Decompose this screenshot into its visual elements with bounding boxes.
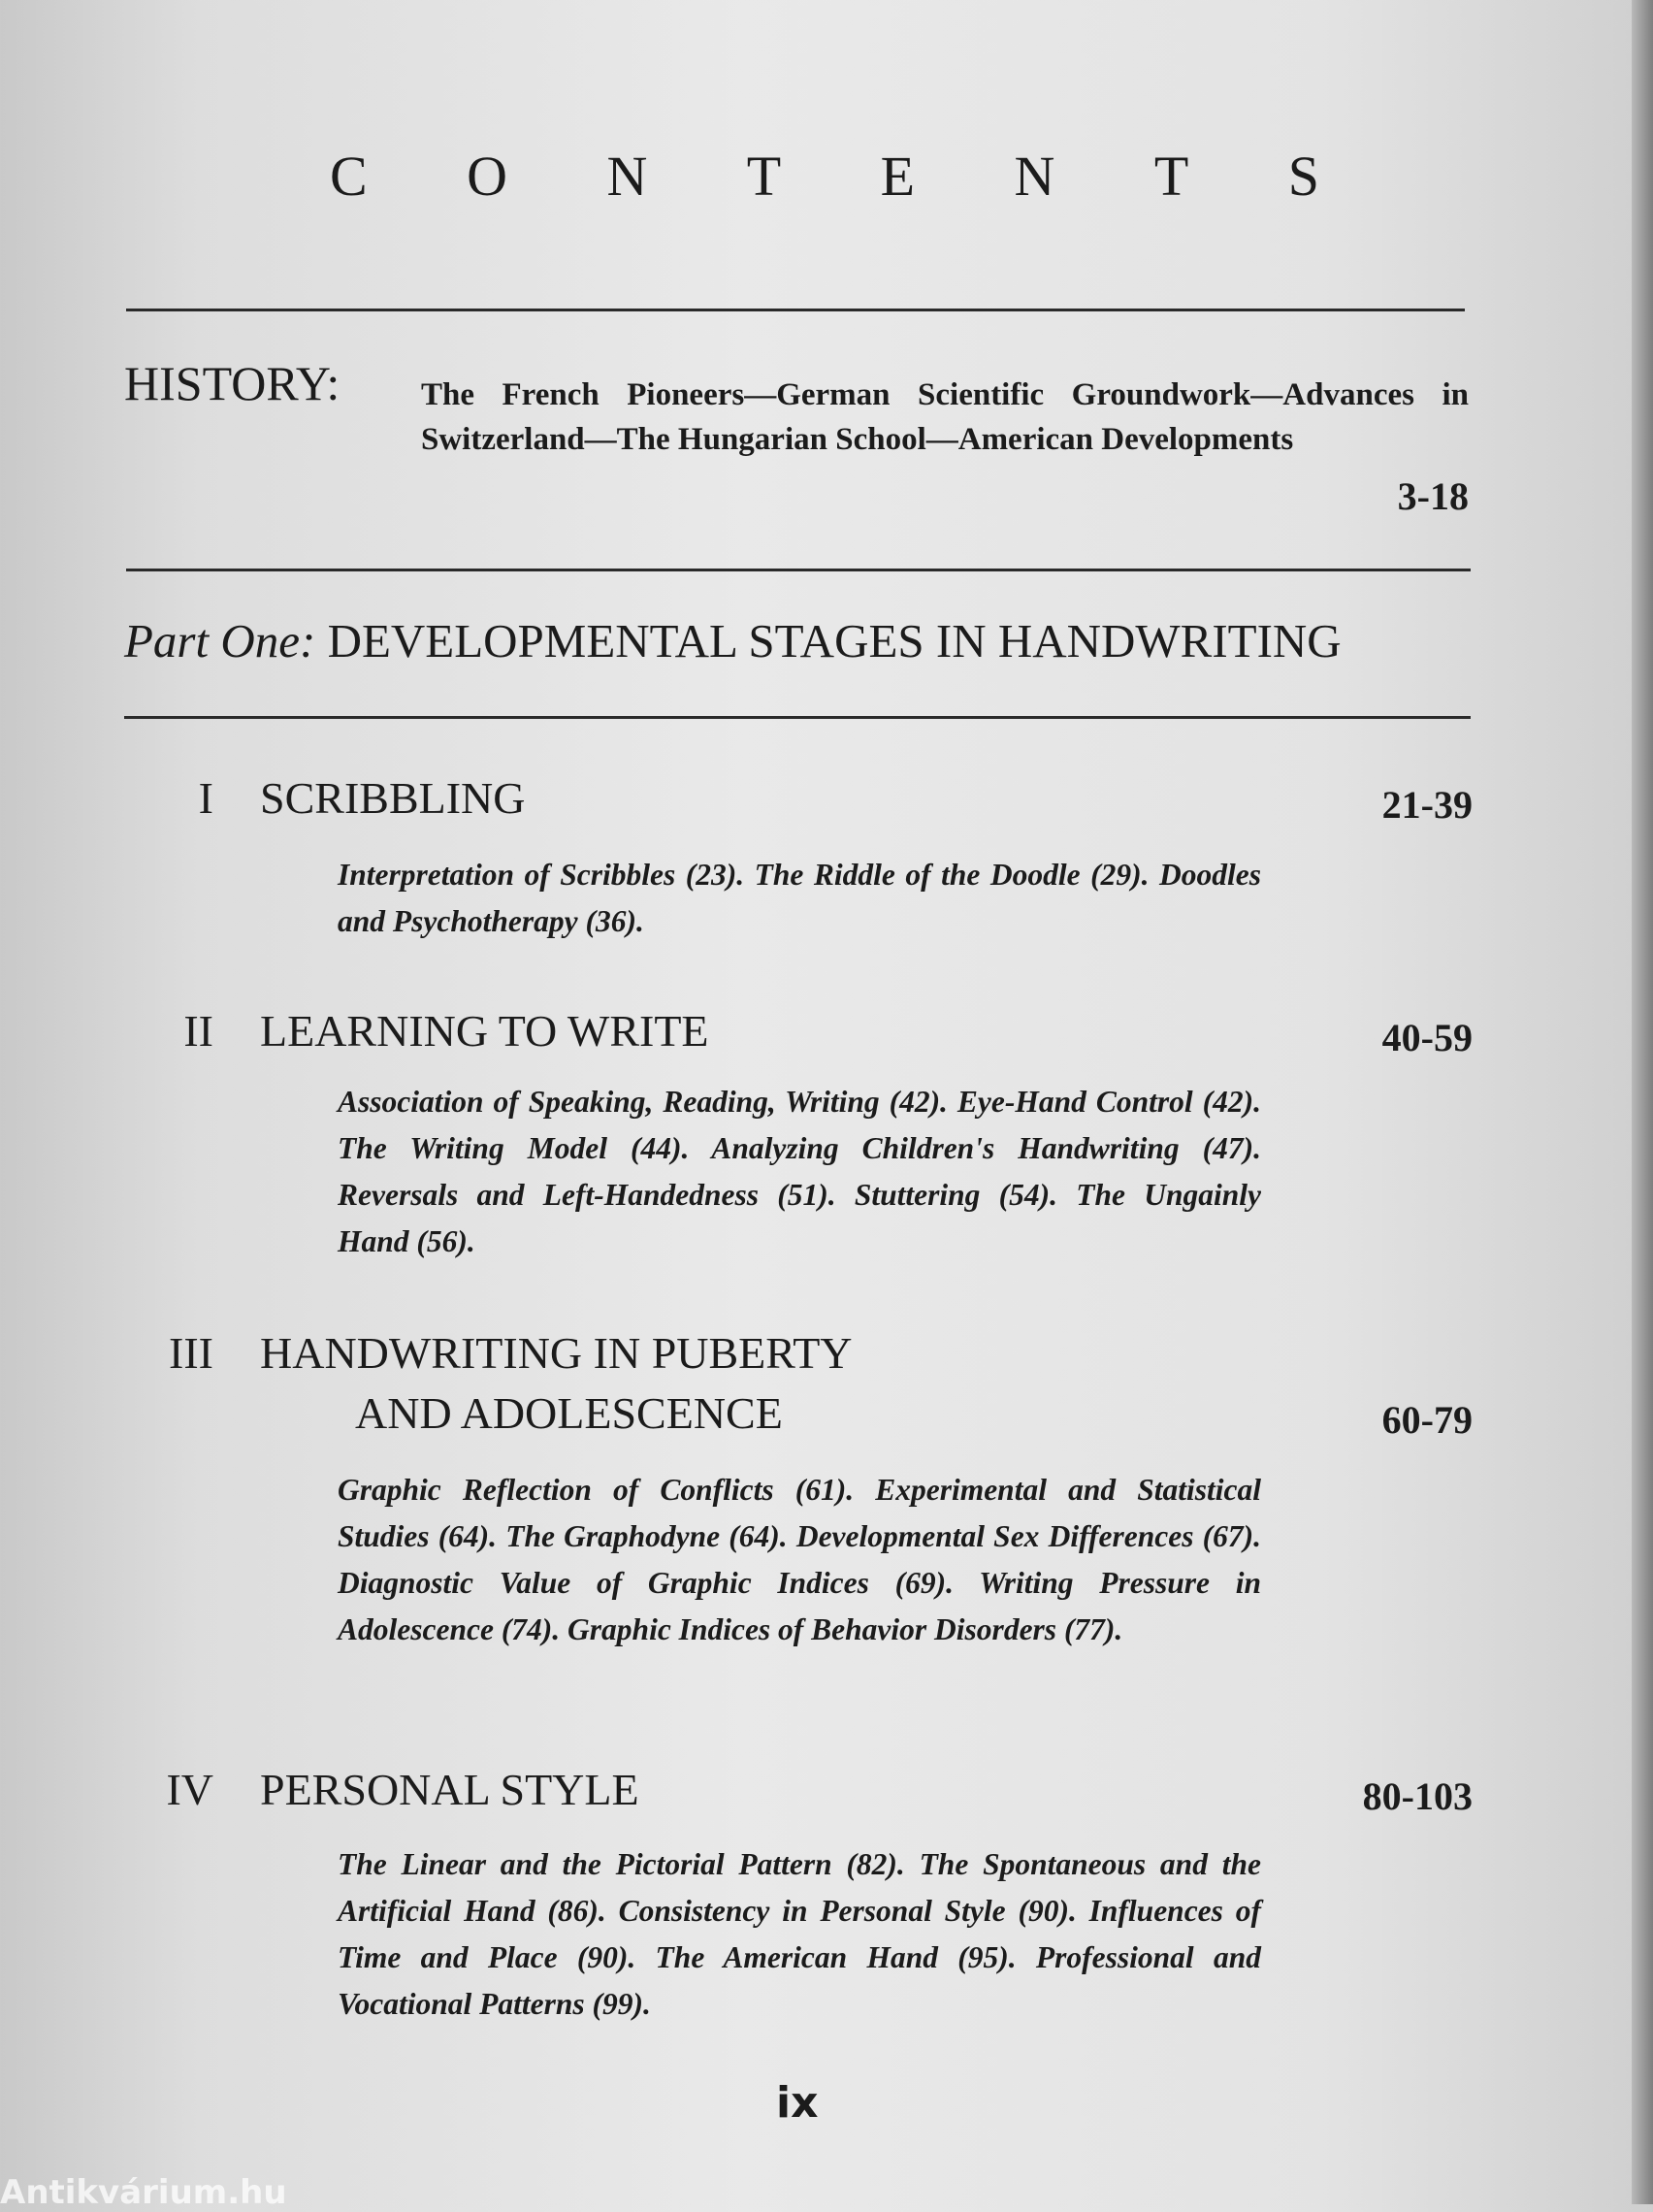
chapter-description: Interpretation of Scribbles (23). The Riddle of the Doodle (29). Doodles and Psychotherapy (36). [338,858,1261,938]
chapter-number: III [169,1328,213,1378]
title-letter: N [1014,145,1055,208]
title-letter: T [1153,145,1189,208]
divider-top [126,309,1465,311]
part-title: DEVELOPMENTAL STAGES IN HANDWRITING [327,614,1342,667]
part-heading [124,613,1342,668]
chapter-number: I [198,773,213,823]
title-letter: O [467,145,508,208]
history-pages: 3-18 [1397,474,1469,518]
title-letter: S [1287,145,1319,208]
chapter-title: LEARNING TO WRITE [260,1006,709,1056]
divider-history [126,569,1471,571]
chapter-pages: 80-103 [1362,1774,1473,1818]
chapter-pages: 60-79 [1381,1398,1473,1442]
title-letter: N [606,145,648,208]
chapter-title: PERSONAL STYLE [260,1765,639,1814]
chapter-title-line2: AND ADOLESCENCE [355,1388,783,1438]
chapter-description: Graphic Reflection of Conflicts (61). Experimental and Statistical Studies (64). The Graphodyne (64). Developmental Sex Differences (67). Diagnostic Value of Graphic Indices (69). Writing Pressure in Adolescence (74). Graphic Indices of Behavior Disorders (77). [338,1473,1261,1646]
chapter-pages: 21-39 [1381,783,1473,827]
page-edge-shadow [1632,0,1653,2204]
title-letter: E [880,145,916,208]
chapter-title-line1: HANDWRITING IN PUBERTY [260,1328,853,1378]
chapter-description: The Linear and the Pictorial Pattern (82). The Spontaneous and the Artificial Hand (86). Consistency in Personal Style (90). Influences of Time and Place (90). The American Hand (95). Professional and Vocational Patterns (99). [338,1847,1261,2021]
page-title [330,144,1319,209]
watermark: Antikvárium.hu [0,2173,287,2212]
chapter-pages: 40-59 [1381,1016,1473,1059]
chapter-title: SCRIBBLING [260,773,526,823]
chapter-description: Association of Speaking, Reading, Writing (42). Eye-Hand Control (42). The Writing Model (44). Analyzing Children's Handwriting (47). Reversals and Left-Handedness (51). Stuttering (54). The Ungainly Hand (56). [338,1085,1261,1258]
history-label: HISTORY: [124,356,340,410]
chapter-number: II [183,1006,213,1056]
divider-part [124,716,1471,719]
chapter-number: IV [166,1765,213,1814]
history-text: The French Pioneers—German Scientific Groundwork—Advances in Switzerland—The Hungarian School—American Developments [421,377,1469,457]
part-prefix: Part One: [124,614,316,667]
title-letter: T [746,145,782,208]
page-number: ix [776,2078,819,2128]
title-letter: C [330,145,368,208]
